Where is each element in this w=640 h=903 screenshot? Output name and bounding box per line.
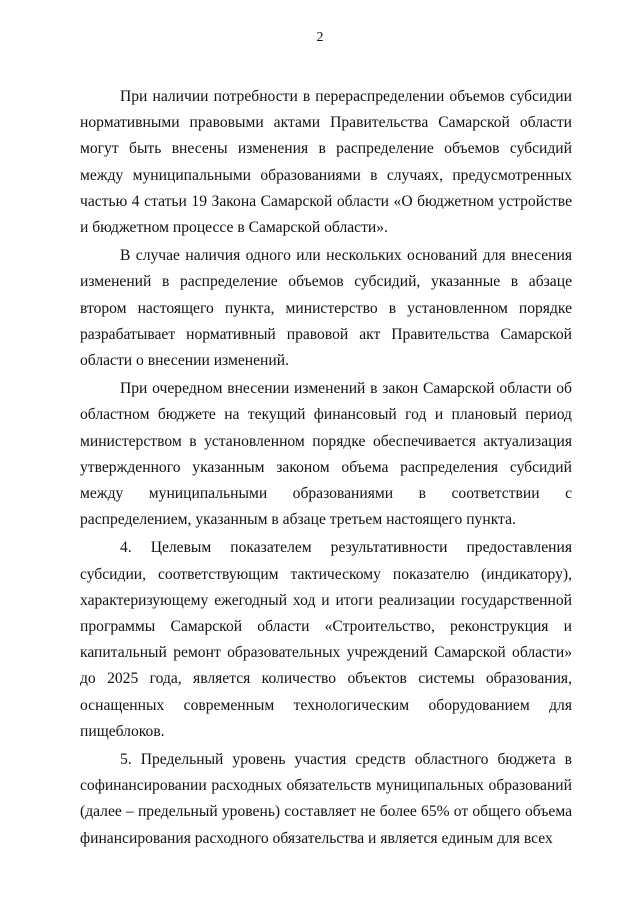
paragraph-cofinancing-limit: 5. Предельный уровень участия средств областного бюджета в софинансировании расходных обязательств муниципальных образований (далее – предельный уровень) составляет не более 65% от общего объема финансирования расходного обязательства и является единым для всех [80, 751, 572, 847]
paragraph-grounds-for-changes: В случае наличия одного или нескольких оснований для внесения изменений в распределение объемов субсидий, указанные в абзаце втором настоящего пункта, министерство в установленном порядке разрабатывает нормативный правовой акт Правительства Самарской области о внесении изменений. [80, 247, 572, 370]
page-number: 2 [316, 30, 324, 45]
paragraph-target-indicator: 4. Целевым показателем результативности предоставления субсидии, соответствующим тактическому показателю (индикатору), характеризующему ежегодный ход и итоги реализации государственной программы Самарской области «Строительство, реконструкция и капитальный ремонт образовательных учреждений Самарской области» до 2025 года, является количество объектов системы образования, оснащенных современным технологическим оборудованием для пищеблоков. [80, 539, 572, 740]
paragraph-budget-law-update: При очередном внесении изменений в закон Самарской области об областном бюджете на текущий финансовый год и плановый период министерством в установленном порядке обеспечивается актуализация утвержденного указанным законом объема распределения субсидий между муниципальными образованиями в соответствии с распределением, указанным в абзаце третьем настоящего пункта. [80, 380, 572, 529]
paragraph-redistribution: При наличии потребности в перераспределении объемов субсидии нормативными правовыми актами Правительства Самарской области могут быть внесены изменения в распределение объемов субсидий между муниципальными образованиями в случаях, предусмотренных частью 4 статьи 19 Закона Самарской области «О бюджетном устройстве и бюджетном процессе в Самарской области». [80, 88, 572, 237]
document-body [80, 84, 572, 854]
